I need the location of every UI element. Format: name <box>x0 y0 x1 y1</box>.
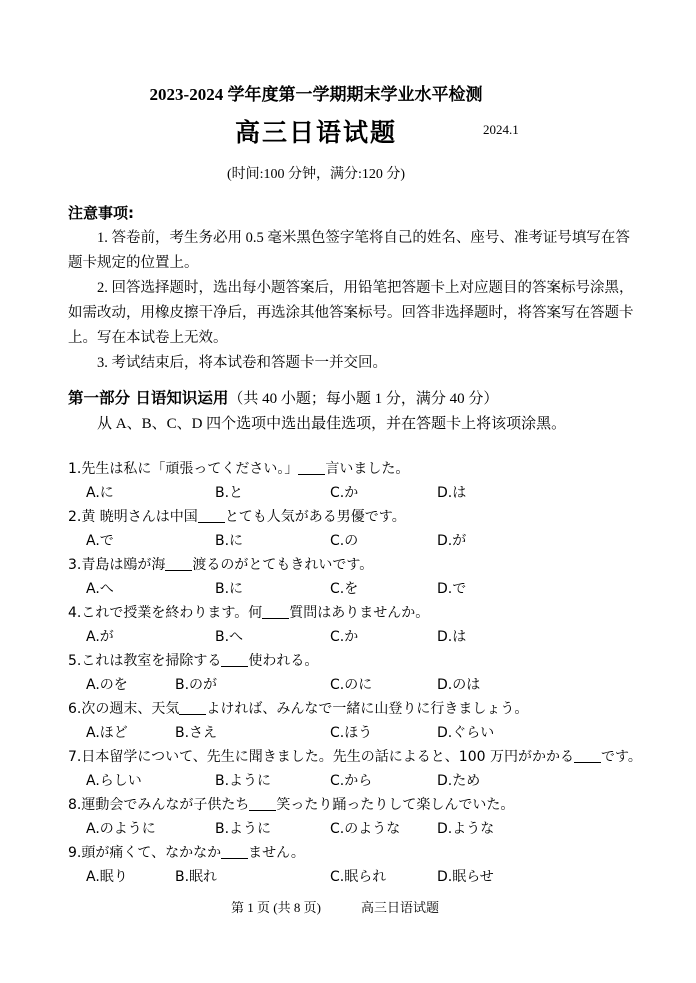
question <box>68 457 676 505</box>
question <box>68 841 676 889</box>
question-stem-text: 運動会でみんなが子供たち 笑ったり踊ったりして楽しんでいた。 <box>81 797 515 813</box>
question <box>68 601 676 649</box>
option-a: A.眠り <box>86 869 128 885</box>
option-c: C.の <box>330 533 359 549</box>
question-stem <box>68 697 676 721</box>
question-options <box>68 769 676 793</box>
question-options <box>68 577 676 601</box>
option-d: D.は <box>437 629 467 645</box>
question-options <box>68 865 676 889</box>
exam-time-score-info: (时间:100 分钟，满分:120 分) <box>226 167 406 182</box>
question-options <box>68 721 676 745</box>
option-a: A.らしい <box>86 773 142 789</box>
question <box>68 793 676 841</box>
notice-item <box>68 276 676 351</box>
part1-section <box>68 386 676 437</box>
question-number: 1. <box>68 461 82 477</box>
question-options <box>68 529 676 553</box>
option-c: C.ほう <box>330 725 373 741</box>
footer-page-number: 第 1 页 (共 8 页) <box>231 900 321 915</box>
questions-section <box>68 457 676 889</box>
option-d: D.眠らせ <box>437 869 494 885</box>
question <box>68 553 676 601</box>
question-stem <box>68 553 676 577</box>
option-d: D.ぐらい <box>437 725 495 741</box>
option-c: C.を <box>330 581 359 597</box>
question-options <box>68 817 676 841</box>
option-c: C.眠られ <box>330 869 387 885</box>
question-stem-text: 青島は鴎が海 渡るのがとてもきれいです。 <box>81 557 374 573</box>
option-b: B.に <box>215 581 244 597</box>
notice-heading: 注意事项: <box>68 204 134 222</box>
option-b: B.さえ <box>175 725 218 741</box>
option-b: B.ように <box>215 821 272 837</box>
footer-doc-title: 高三日语试题 <box>360 900 439 915</box>
question-stem <box>68 601 676 625</box>
exam-date: 2024.1 <box>483 122 519 137</box>
notice-line: 1. 答卷前，考生务必用 0.5 毫米黑色签字笔将自己的姓名、座号、准考证号填写在答 <box>97 230 630 246</box>
question-stem <box>68 457 676 481</box>
option-a: A.で <box>86 533 114 549</box>
question-number: 9. <box>68 845 82 861</box>
option-d: D.が <box>437 533 467 549</box>
question-stem-text: これで授業を終わります。何 質問はありませんか。 <box>81 605 430 621</box>
notice-line: 上。写在本试卷上无效。 <box>68 330 228 346</box>
blank-underline <box>198 509 225 523</box>
question-stem-text: これは教室を掃除する 使われる。 <box>81 653 319 669</box>
question-options <box>68 481 676 505</box>
question-number: 7. <box>68 749 82 765</box>
option-c: C.か <box>330 629 359 645</box>
option-a: A.が <box>86 629 114 645</box>
option-b: B.と <box>215 485 244 501</box>
notice-item <box>68 351 676 376</box>
question-stem-text: 頭が痛くて、なかなか ません。 <box>81 845 305 861</box>
blank-underline <box>179 701 206 715</box>
notice-section <box>68 201 676 376</box>
question-number: 6. <box>68 701 82 717</box>
option-b: B.眠れ <box>175 869 218 885</box>
question <box>68 745 676 793</box>
exam-title: 高三日语试题 <box>234 120 397 147</box>
option-a: A.に <box>86 485 114 501</box>
part1-heading-meta: （共 40 小题；每小题 1 分，满分 40 分） <box>228 391 499 407</box>
question-stem <box>68 505 676 529</box>
option-c: C.のに <box>330 677 373 693</box>
option-a: A.のように <box>86 821 156 837</box>
question-number: 5. <box>68 653 82 669</box>
option-c: C.から <box>330 773 373 789</box>
question-number: 4. <box>68 605 82 621</box>
part1-heading-title: 第一部分 日语知识运用 <box>68 389 229 407</box>
question <box>68 649 676 697</box>
exam-session-title: 2023-2024 学年度第一学期期末学业水平检测 <box>149 85 483 104</box>
notice-line: 3. 考试结束后，将本试卷和答题卡一并交回。 <box>97 355 387 371</box>
question-number: 3. <box>68 557 82 573</box>
notice-items <box>68 226 676 376</box>
question-stem-text: 次の週末、天気 よければ、みんなで一緒に山登りに行きましょう。 <box>81 701 529 717</box>
option-c: C.か <box>330 485 359 501</box>
option-d: D.ような <box>437 821 495 837</box>
blank-underline <box>221 653 248 667</box>
question-options <box>68 673 676 697</box>
question-options <box>68 625 676 649</box>
exam-header <box>0 0 632 185</box>
question-stem <box>68 745 676 769</box>
blank-underline <box>249 797 276 811</box>
question-number: 2. <box>68 509 82 525</box>
option-d: D.は <box>437 485 467 501</box>
part1-heading <box>68 386 676 412</box>
question-stem-text: 黄 暁明さんは中国 とても人気がある男優です。 <box>81 509 406 525</box>
blank-underline <box>298 461 325 475</box>
notice-line: 题卡规定的位置上。 <box>68 255 199 271</box>
option-b: B.へ <box>215 629 244 645</box>
question <box>68 505 676 553</box>
option-a: A.のを <box>86 677 128 693</box>
notice-line: 2. 回答选择题时，选出每小题答案后，用铅笔把答题卡上对应题目的答案标号涂黑， <box>97 280 634 296</box>
option-d: D.で <box>437 581 467 597</box>
question <box>68 697 676 745</box>
question-number: 8. <box>68 797 82 813</box>
blank-underline <box>574 749 601 763</box>
page-footer <box>0 899 670 917</box>
question-stem-text: 先生は私に「頑張ってください。」 言いました。 <box>81 461 410 477</box>
question-stem <box>68 841 676 865</box>
blank-underline <box>262 605 289 619</box>
option-b: B.に <box>215 533 244 549</box>
option-a: A.へ <box>86 581 114 597</box>
option-d: D.ため <box>437 773 481 789</box>
notice-item <box>68 226 676 276</box>
question-stem-text: 日本留学について、先生に聞きました。先生の話によると、100 万円がかかる です。 <box>81 749 642 765</box>
part1-instruction: 从 A、B、C、D 四个选项中选出最佳选项，并在答题卡上将该项涂黑。 <box>97 416 567 432</box>
blank-underline <box>165 557 192 571</box>
option-b: B.のが <box>175 677 218 693</box>
option-c: C.のような <box>330 821 401 837</box>
question-stem <box>68 649 676 673</box>
blank-underline <box>221 845 248 859</box>
notice-line: 如需改动，用橡皮擦干净后，再选涂其他答案标号。回答非选择题时，将答案写在答题卡 <box>68 305 634 321</box>
option-d: D.のは <box>437 677 481 693</box>
option-a: A.ほど <box>86 725 128 741</box>
question-stem <box>68 793 676 817</box>
option-b: B.ように <box>215 773 272 789</box>
exam-title-row <box>0 117 632 151</box>
